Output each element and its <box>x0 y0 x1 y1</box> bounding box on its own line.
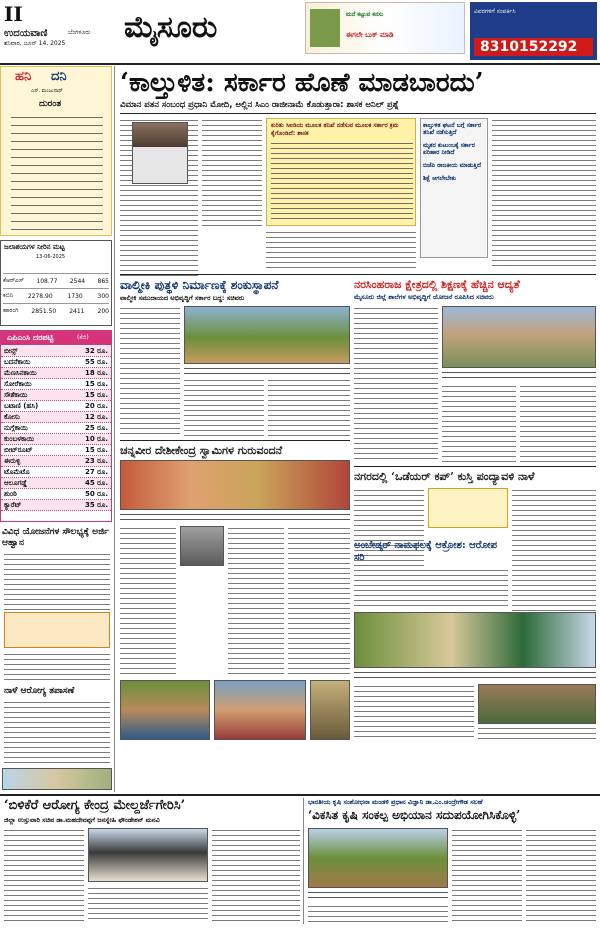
paper-name: ಉದಯವಾಣಿ <box>4 28 48 39</box>
price-row: ಟೊಮೆಟೊ 27 ರೂ. <box>1 467 111 478</box>
price-list <box>1 346 111 511</box>
story3-subhead: ಮೈಸೂರು ಜಿಲ್ಲೆ ಶಾಲೆಗಳ ಅಭಿವೃದ್ಧಿಗೆ ಯೋಜನೆ ರೂಪಿಸಿದ ಸಚಿವರು <box>354 293 494 301</box>
reservoir-table <box>0 240 112 326</box>
bottom-right-col-3 <box>526 828 596 922</box>
story5-headline: ನಗರದಲ್ಲಿ ‘ಒಡೆಯರ್ ಕಪ್’ ಕುಸ್ತಿ ಪಂದ್ಯಾವಳಿ ನಾಳೆ <box>354 470 535 483</box>
reservoir-date: 13-06-2025 <box>36 254 66 260</box>
lead-bullet: ಮೃತರ ಕುಟುಂಬಕ್ಕೆ ಸರ್ಕಾರ ಪರಿಹಾರ ನೀಡಿದೆ <box>423 142 475 156</box>
price-row: ಸೋರೆಕಾಯಿ 15 ರೂ. <box>1 379 111 390</box>
reservoir-title: ಜಲಾಶಯಗಳ ನೀರಿನ ಮಟ್ಟ <box>4 243 65 251</box>
story6-col-3-body <box>478 726 596 740</box>
story4-caption <box>120 512 350 522</box>
left-bottom-photo <box>2 768 112 790</box>
bottom-right-col-1 <box>308 904 448 922</box>
story4-crowd-photo <box>120 680 210 740</box>
lead-col-2-body <box>202 118 262 228</box>
left-head-2: ನಾಳೆ ಆರೋಗ್ಯ ತಪಾಸಣೆ <box>4 686 75 696</box>
price-row: ಬಟಾಣಿ (ಹಸಿ) 20 ರೂ. <box>1 401 111 412</box>
story2-col-2-body <box>184 378 264 436</box>
city-label: ಬೆಂಗಳೂರು <box>68 29 91 36</box>
ad1-line2: ಈಗಲೇ ಬುಕ್ ಮಾಡಿ <box>346 31 394 39</box>
story2-col-1-body <box>120 306 180 436</box>
story4-bottom-photo <box>310 680 350 740</box>
masthead <box>0 0 600 62</box>
price-row: ಬೀಟ್‌ರೂಟ್ 15 ರೂ. <box>1 445 111 456</box>
bottom-right-kicker: ಭಾರತೀಯ ಕೃಷಿ ಸಂಶೋಧನಾ ಮಂಡಳಿ ಪ್ರಧಾನ ವಿಜ್ಞಾನಿ ಡಾ.ಎಂ.ಚಂದ್ರೇಗೌಡ ಸಲಹೆ <box>308 798 483 806</box>
bottom-right-col-2 <box>452 828 522 922</box>
honey-poem-title: ದುರಂತ <box>39 99 62 109</box>
lead-quote: ಕುರಿತು ಸಿಐಡಿಯ ಮೂಲಕ ತನಿಖೆ ನಡೆಸುವ ಮೂಲಕ ಸರ್ಕಾರ ಕ್ರಮ ಕೈಗೊಂಡಿದೆ: ಶಾಸಕ <box>271 122 399 137</box>
story3-col-2-body <box>442 384 516 462</box>
date-line: ಶನಿವಾರ, ಜೂನ್ 14, 2025 <box>4 40 66 47</box>
price-unit: (ಕೆಜಿ) <box>77 334 89 341</box>
story3-col-3-body <box>520 384 596 462</box>
story2-photo <box>184 306 350 364</box>
story3-photo <box>442 306 596 368</box>
honey-poem-body <box>11 113 103 231</box>
bottom-left-col-2 <box>212 828 300 922</box>
lead-bullet: ಶಿಕ್ಷೆ ಆಗಲೇಬೇಕು <box>423 175 456 182</box>
bottom-right-headline: ‘ವಿಕಸಿತ ಕೃಷಿ ಸಂಕಲ್ಪ ಅಭಿಯಾನ ಸದುಪಯೋಗಿಸಿಕೊಳ್ಳಿ’ <box>308 808 521 822</box>
lead-bullet: ಬಿಜೆಪಿ ರಾಜಕೀಯ ಮಾಡುತ್ತಿದೆ <box>423 162 481 169</box>
story4-col-3-body <box>288 526 350 676</box>
left-story-2-body <box>4 700 110 766</box>
story6-headline: ಅಂಬೇಡ್ಕರ್ ನಾಮಫಲಕ್ಕೆ ಆಕ್ರೋಶ: ಆರೋಪ ಸರಿ <box>354 540 498 563</box>
masthead-ad-1 <box>305 2 465 54</box>
price-row: ಮೆಣಸಿನಕಾಯಿ 18 ರೂ. <box>1 368 111 379</box>
story2-headline: ವಾಲ್ಮೀಕಿ ಪುತ್ಥಳಿ ನಿರ್ಮಾಣಕ್ಕೆ ಶಂಕುಸ್ಥಾಪನೆ <box>120 278 279 292</box>
lead-bullet: ಕಾಲ್ತುಳಿತ ಘಟನೆ ಬಗ್ಗೆ ಸರ್ಕಾರ ತನಿಖೆ ನಡೆಸುತ್ತಿದೆ <box>423 122 482 136</box>
lead-mla-photo <box>132 122 188 184</box>
lead-bullets-box <box>420 118 488 258</box>
story2-col-3-body <box>268 378 350 436</box>
price-row: ಬದನೆಕಾಯಿ 55 ರೂ. <box>1 357 111 368</box>
story3-caption <box>442 370 596 380</box>
story4-col-2-body <box>228 526 284 676</box>
story6-col-1-body <box>354 568 508 608</box>
left-story-1-body <box>4 552 110 610</box>
story4-inset-photo <box>180 526 224 566</box>
bottom-left-photo <box>88 828 208 882</box>
ad2-text: ವಿವರಗಳಿಗೆ ಸಂಪರ್ಕಿಸಿ <box>474 8 516 15</box>
reservoir-row: ಹಾರಂಗಿ 2851.50 2411 200 <box>3 303 109 318</box>
price-row: ಕುಂಬಳಕಾಯಿ 10 ರೂ. <box>1 434 111 445</box>
honey-logo-b: ದನಿ <box>51 69 67 84</box>
story6-second-photo <box>478 684 596 724</box>
bottom-left-headline: ‘ಬಿಳಿಕೆರೆ ಆರೋಗ್ಯ ಕೇಂದ್ರ ಮೇಲ್ದರ್ಜೆಗೇರಿಸಿ’ <box>4 798 186 813</box>
price-row: ಬೀನ್ಸ್ 32 ರೂ. <box>1 346 111 357</box>
story4-group-photo <box>214 680 306 740</box>
story5-col-2-body <box>512 488 596 618</box>
lead-subhead: ವಿಮಾನ ಪತನ ಸಂಬಂಧ ಪ್ರಧಾನಿ ಮೋದಿ, ಅಲ್ಲಿನ ಸಿಎಂ ರಾಜೀನಾಮೆ ಕೊಡುತ್ತಾರಾ: ಶಾಸಕ ಅನಿಲ್ ಪ್ರಶ್ನೆ <box>120 100 399 110</box>
honey-logo-a: ಹನಿ <box>15 69 32 84</box>
price-row: ಕೋಸು 12 ರೂ. <box>1 412 111 423</box>
section-title: ಮೈಸೂರು <box>124 10 218 45</box>
honey-byline: ಎಸ್. ಮಂಜುನಾಥ್ <box>31 88 63 94</box>
story3-headline: ನರಸಿಂಹರಾಜ ಕ್ಷೇತ್ರದಲ್ಲಿ ಶಿಕ್ಷಣಕ್ಕೆ ಹೆಚ್ಚಿನ ಆದ್ಯತೆ <box>354 278 520 291</box>
story6-photo <box>354 612 596 668</box>
story6-caption <box>354 670 596 680</box>
bottom-left-subhead: ಜಿಲ್ಲಾ ಉಸ್ತುವಾರಿ ಸಚಿವ ಡಾ.ಮಹದೇವಪ್ಪಗೆ ಜನಸ್ನೇಹಿ ಫೌಂಡೇಶನ್ ಮನವಿ <box>4 816 160 824</box>
bottom-left-col-3 <box>88 886 208 922</box>
lead-col-right-body <box>492 118 596 268</box>
price-row: ಕ್ಯಾರೆಟ್ 35 ರೂ. <box>1 500 111 511</box>
price-row: ಈರುಳ್ಳಿ 23 ರೂ. <box>1 456 111 467</box>
lead-quote-body <box>271 141 413 223</box>
reservoir-rows <box>3 273 109 318</box>
left-story-1b-body <box>4 652 110 682</box>
reservoir-row: ಕಬಿನಿ 2278.90 1730 300 <box>3 288 109 303</box>
ad-house-image <box>310 9 340 47</box>
story4-col-1-body <box>120 526 176 676</box>
price-row: ಶುಂಠಿ 50 ರೂ. <box>1 489 111 500</box>
story6-col-2-body <box>354 684 474 740</box>
edition-numeral: II <box>4 2 23 26</box>
left-ad-badge <box>4 612 110 648</box>
lead-headline: ‘ಕಾಲ್ತುಳಿತ: ಸರ್ಕಾರ ಹೊಣೆ ಮಾಡಬಾರದು’ <box>120 68 484 98</box>
bottom-right-caption <box>308 890 448 900</box>
story5-col-1-body <box>354 488 424 578</box>
bottom-right-photo <box>308 828 448 888</box>
lead-quote-box <box>266 118 416 226</box>
price-box <box>0 330 112 522</box>
reservoir-row: ಕೆಆರ್‌ಎಸ್ 108.77 2544 865 <box>3 273 109 288</box>
honey-box <box>0 66 112 236</box>
ad2-phone: 8310152292 <box>480 39 578 55</box>
lead-under-quote-body <box>266 230 416 270</box>
left-head-1: ವಿವಿಧ ಯೋಜನೆಗಳ ಸೌಲಭ್ಯಕ್ಕೆ ಅರ್ಜಿ ಆಹ್ವಾನ <box>2 527 109 548</box>
story4-headline: ಚನ್ನವೀರ ದೇಶೀಕೇಂದ್ರ ಸ್ವಾಮಿಗಳ ಗುರುವಂದನೆ <box>120 444 283 457</box>
bottom-left-col-1 <box>4 828 84 922</box>
story3-col-1-body <box>354 306 438 462</box>
price-row: ನುಗ್ಗೆಕಾಯಿ 25 ರೂ. <box>1 423 111 434</box>
price-row: ಆಲೂಗಡ್ಡೆ 45 ರೂ. <box>1 478 111 489</box>
masthead-ad-2 <box>470 2 597 60</box>
ad1-line1: ಮನೆ ಕಟ್ಟುವ ಕನಸು <box>346 11 384 18</box>
story2-subhead: ವಾಲ್ಮೀಕಿ ಸಮುದಾಯದ ಅಭಿವೃದ್ಧಿಗೆ ಸರ್ಕಾರ ಬದ್ಧ: ಸಚಿವರು <box>120 294 245 302</box>
price-title: ಎಪಿಎಂಸಿ ದರಪಟ್ಟಿ <box>7 333 54 342</box>
story4-photo <box>120 460 350 510</box>
story2-caption <box>184 366 350 376</box>
price-row: ಸೌತೆಕಾಯಿ 15 ರೂ. <box>1 390 111 401</box>
story5-inset-box <box>428 488 508 528</box>
